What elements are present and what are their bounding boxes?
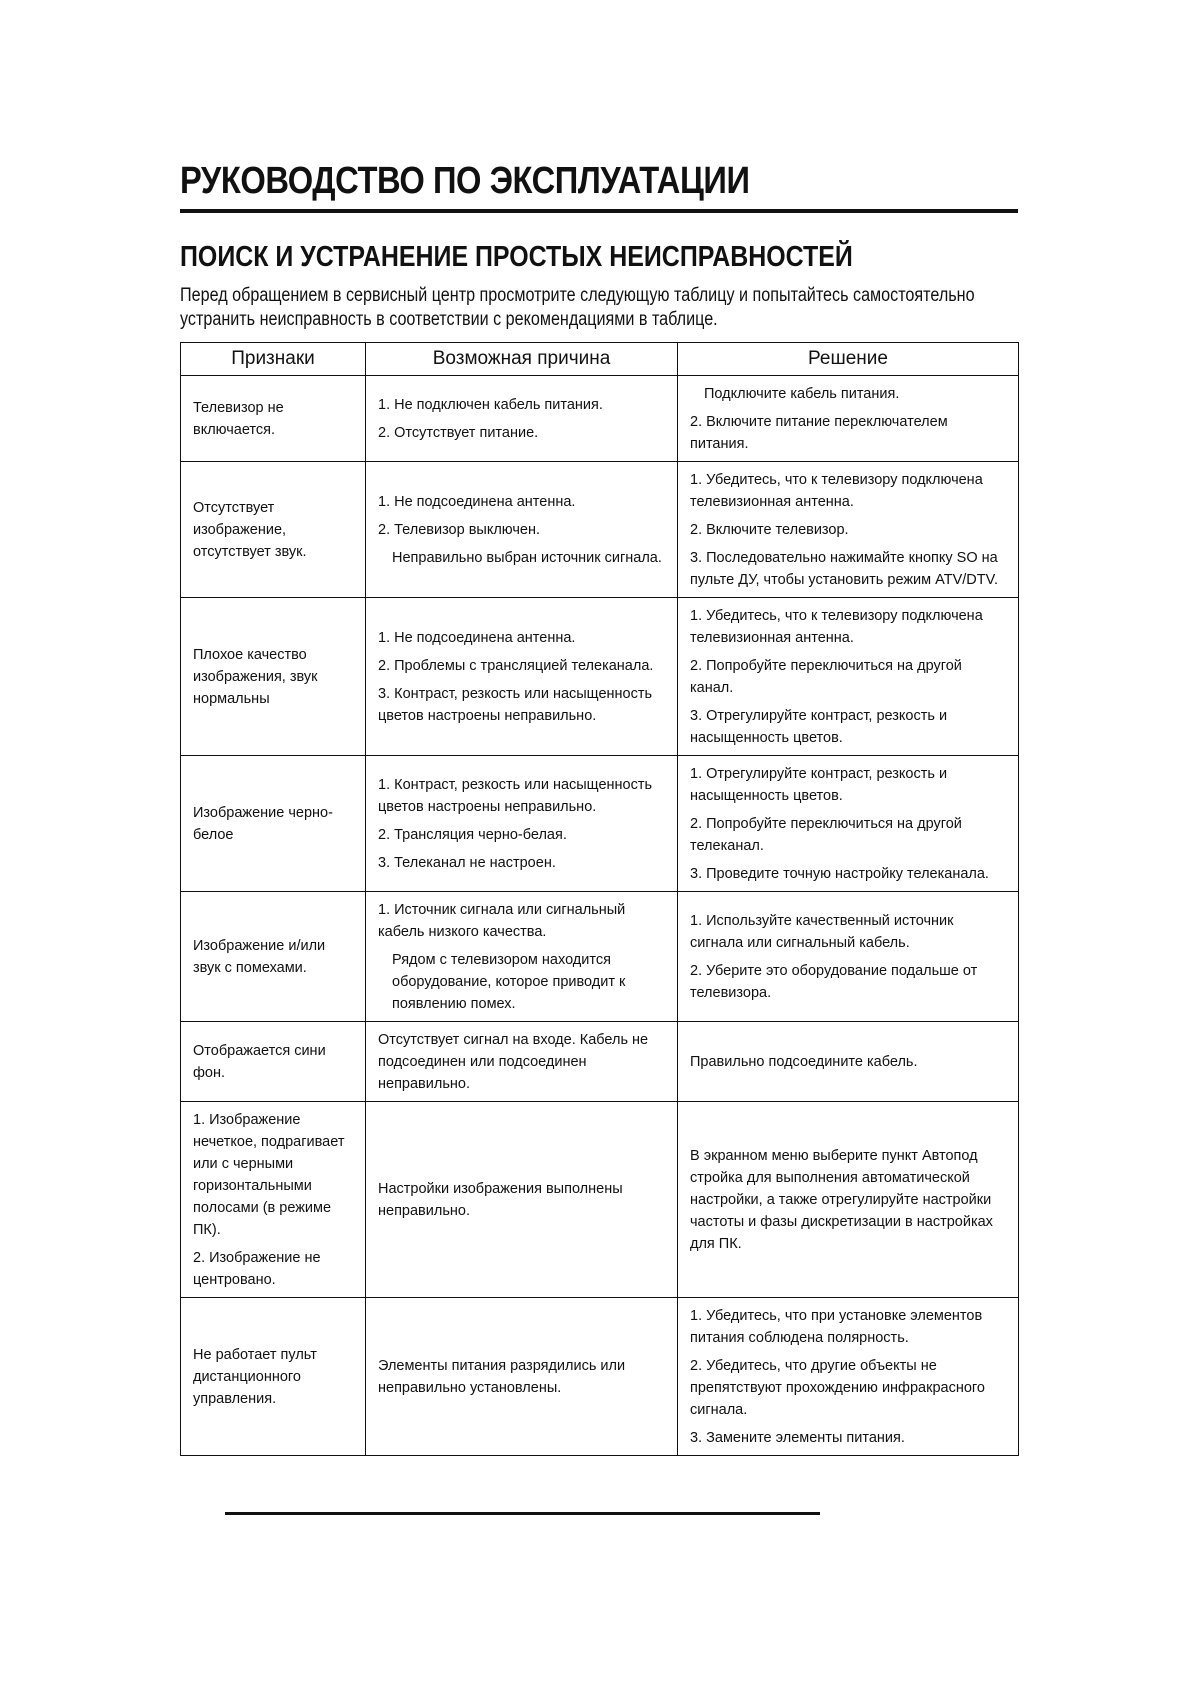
cause-cell: [366, 892, 678, 1022]
solution-cell: [678, 1298, 1019, 1456]
cause-cell: [366, 462, 678, 598]
page-title: РУКОВОДСТВО ПО ЭКСПЛУАТАЦИИ: [180, 160, 750, 202]
solution-text: 2. Включите питание переключателем питания.: [690, 414, 948, 452]
solution-text: 3. Замените элементы питания.: [690, 1430, 905, 1446]
solution-text: 1. Убедитесь, что при установке элементов питания соблюдена полярность.: [690, 1308, 983, 1346]
symptom-cell: [181, 462, 366, 598]
section-title: ПОИСК И УСТРАНЕНИЕ ПРОСТЫХ НЕИСПРАВНОСТЕЙ: [180, 241, 853, 273]
cause-text: Элементы питания разрядились или неправильно установлены.: [378, 1358, 626, 1396]
cause-cell: [366, 756, 678, 892]
symptom-text: Плохое качество изображения, звук нормальны: [193, 646, 318, 707]
symptom-text: Не работает пульт дистанционного управления.: [193, 1346, 317, 1407]
title-divider: [180, 209, 1018, 213]
cause-text: 2. Телевизор выключен.: [378, 522, 541, 538]
cause-text: 2. Отсутствует питание.: [378, 425, 539, 441]
cause-text: 2. Проблемы с трансляцией телеканала.: [378, 658, 654, 674]
troubleshooting-table: [180, 342, 1019, 1456]
solution-text: 3. Последовательно нажимайте кнопку SO на пульте ДУ, чтобы установить режим ATV/DTV.: [690, 550, 999, 588]
solution-text: 1. Используйте качественный источник сигнала или сигнальный кабель.: [690, 913, 954, 951]
table-row: [181, 462, 1019, 598]
solution-text: 2. Уберите это оборудование подальше от телевизора.: [690, 963, 978, 1001]
table-row: [181, 376, 1019, 462]
solution-text: 2. Попробуйте переключиться на другой канал.: [690, 658, 962, 696]
cause-cell: [366, 1298, 678, 1456]
symptom-text: 1. Изображение нечеткое, подрагивает или с черными горизонтальными полосами (в режиме ПК).: [193, 1112, 345, 1238]
table-row: [181, 756, 1019, 892]
cause-text: Отсутствует сигнал на входе. Кабель не подсоединен или подсоединен неправильно.: [378, 1032, 649, 1092]
solution-text: 3. Отрегулируйте контраст, резкость и насыщенность цветов.: [690, 708, 948, 746]
solution-cell: [678, 892, 1019, 1022]
cause-text: Рядом с телевизором находится оборудование, которое приводит к появлению помех.: [392, 952, 626, 1012]
symptom-cell: [181, 1022, 366, 1102]
footer-divider: [225, 1512, 820, 1515]
symptom-cell: [181, 598, 366, 756]
symptom-cell: [181, 1102, 366, 1298]
cause-text: 1. Источник сигнала или сигнальный кабель низкого качества.: [378, 902, 626, 940]
cause-text: 1. Не подсоединена антенна.: [378, 630, 576, 646]
cause-text: Настройки изображения выполнены неправильно.: [378, 1181, 623, 1219]
cause-text: 2. Трансляция черно-белая.: [378, 827, 567, 843]
symptom-text: Отображается сини фон.: [193, 1042, 326, 1081]
table-row: [181, 598, 1019, 756]
symptom-text: Телевизор не включается.: [193, 399, 284, 438]
symptom-cell: [181, 1298, 366, 1456]
column-header-solutions: Решение: [678, 343, 1019, 376]
solution-text: 1. Отрегулируйте контраст, резкость и насыщенность цветов.: [690, 766, 948, 804]
symptom-text: 2. Изображение не центровано.: [193, 1250, 321, 1288]
symptom-cell: [181, 376, 366, 462]
cause-cell: [366, 1102, 678, 1298]
solution-text: 2. Убедитесь, что другие объекты не препятствуют прохождению инфракрасного сигнала.: [690, 1358, 985, 1418]
symptom-cell: [181, 892, 366, 1022]
cause-cell: [366, 598, 678, 756]
solution-text: 2. Попробуйте переключиться на другой телеканал.: [690, 816, 962, 854]
solution-text: 1. Убедитесь, что к телевизору подключена телевизионная антенна.: [690, 472, 983, 510]
cause-text: 1. Не подключен кабель питания.: [378, 397, 603, 413]
solution-text: 2. Включите телевизор.: [690, 522, 849, 538]
cause-text: Неправильно выбран источник сигнала.: [392, 550, 662, 566]
troubleshooting-table-wrapper: [180, 342, 1018, 1456]
solution-cell: [678, 598, 1019, 756]
solution-text: Подключите кабель питания.: [704, 386, 900, 402]
solution-cell: [678, 376, 1019, 462]
solution-cell: [678, 462, 1019, 598]
column-header-causes: Возможная причина: [366, 343, 678, 376]
table-row: [181, 1022, 1019, 1102]
table-header-row: [181, 343, 1019, 376]
solution-text: 1. Убедитесь, что к телевизору подключена телевизионная антенна.: [690, 608, 983, 646]
solution-cell: [678, 756, 1019, 892]
solution-text: Правильно подсоедините кабель.: [690, 1054, 918, 1070]
symptom-text: Отсутствует изображение, отсутствует звук.: [193, 499, 307, 560]
symptom-cell: [181, 756, 366, 892]
cause-text: 3. Телеканал не настроен.: [378, 855, 556, 871]
table-row: [181, 1102, 1019, 1298]
symptom-text: Изображение и/или звук с помехами.: [193, 937, 326, 976]
cause-text: 1. Не подсоединена антенна.: [378, 494, 576, 510]
table-row: [181, 892, 1019, 1022]
solution-cell: [678, 1022, 1019, 1102]
solution-cell: [678, 1102, 1019, 1298]
solution-text: 3. Проведите точную настройку телеканала.: [690, 866, 989, 882]
cause-text: 3. Контраст, резкость или насыщенность цветов настроены неправильно.: [378, 686, 653, 724]
cause-cell: [366, 1022, 678, 1102]
intro-paragraph: Перед обращением в сервисный центр просмотрите следующую таблицу и попытайтесь самостоятельно устранить неисправность в соответствии с рекомендациями в таблице.: [180, 285, 975, 330]
table-row: [181, 1298, 1019, 1456]
solution-text: В экранном меню выберите пункт Автопод стройка для выполнения автоматической настройки, а также отрегулируйте настройки частоты и фазы дискретизации в настройках для ПК.: [690, 1148, 993, 1252]
cause-cell: [366, 376, 678, 462]
symptom-text: Изображение черно-белое: [193, 804, 333, 843]
cause-text: 1. Контраст, резкость или насыщенность цветов настроены неправильно.: [378, 777, 653, 815]
column-header-symptoms: Признаки: [181, 343, 366, 376]
